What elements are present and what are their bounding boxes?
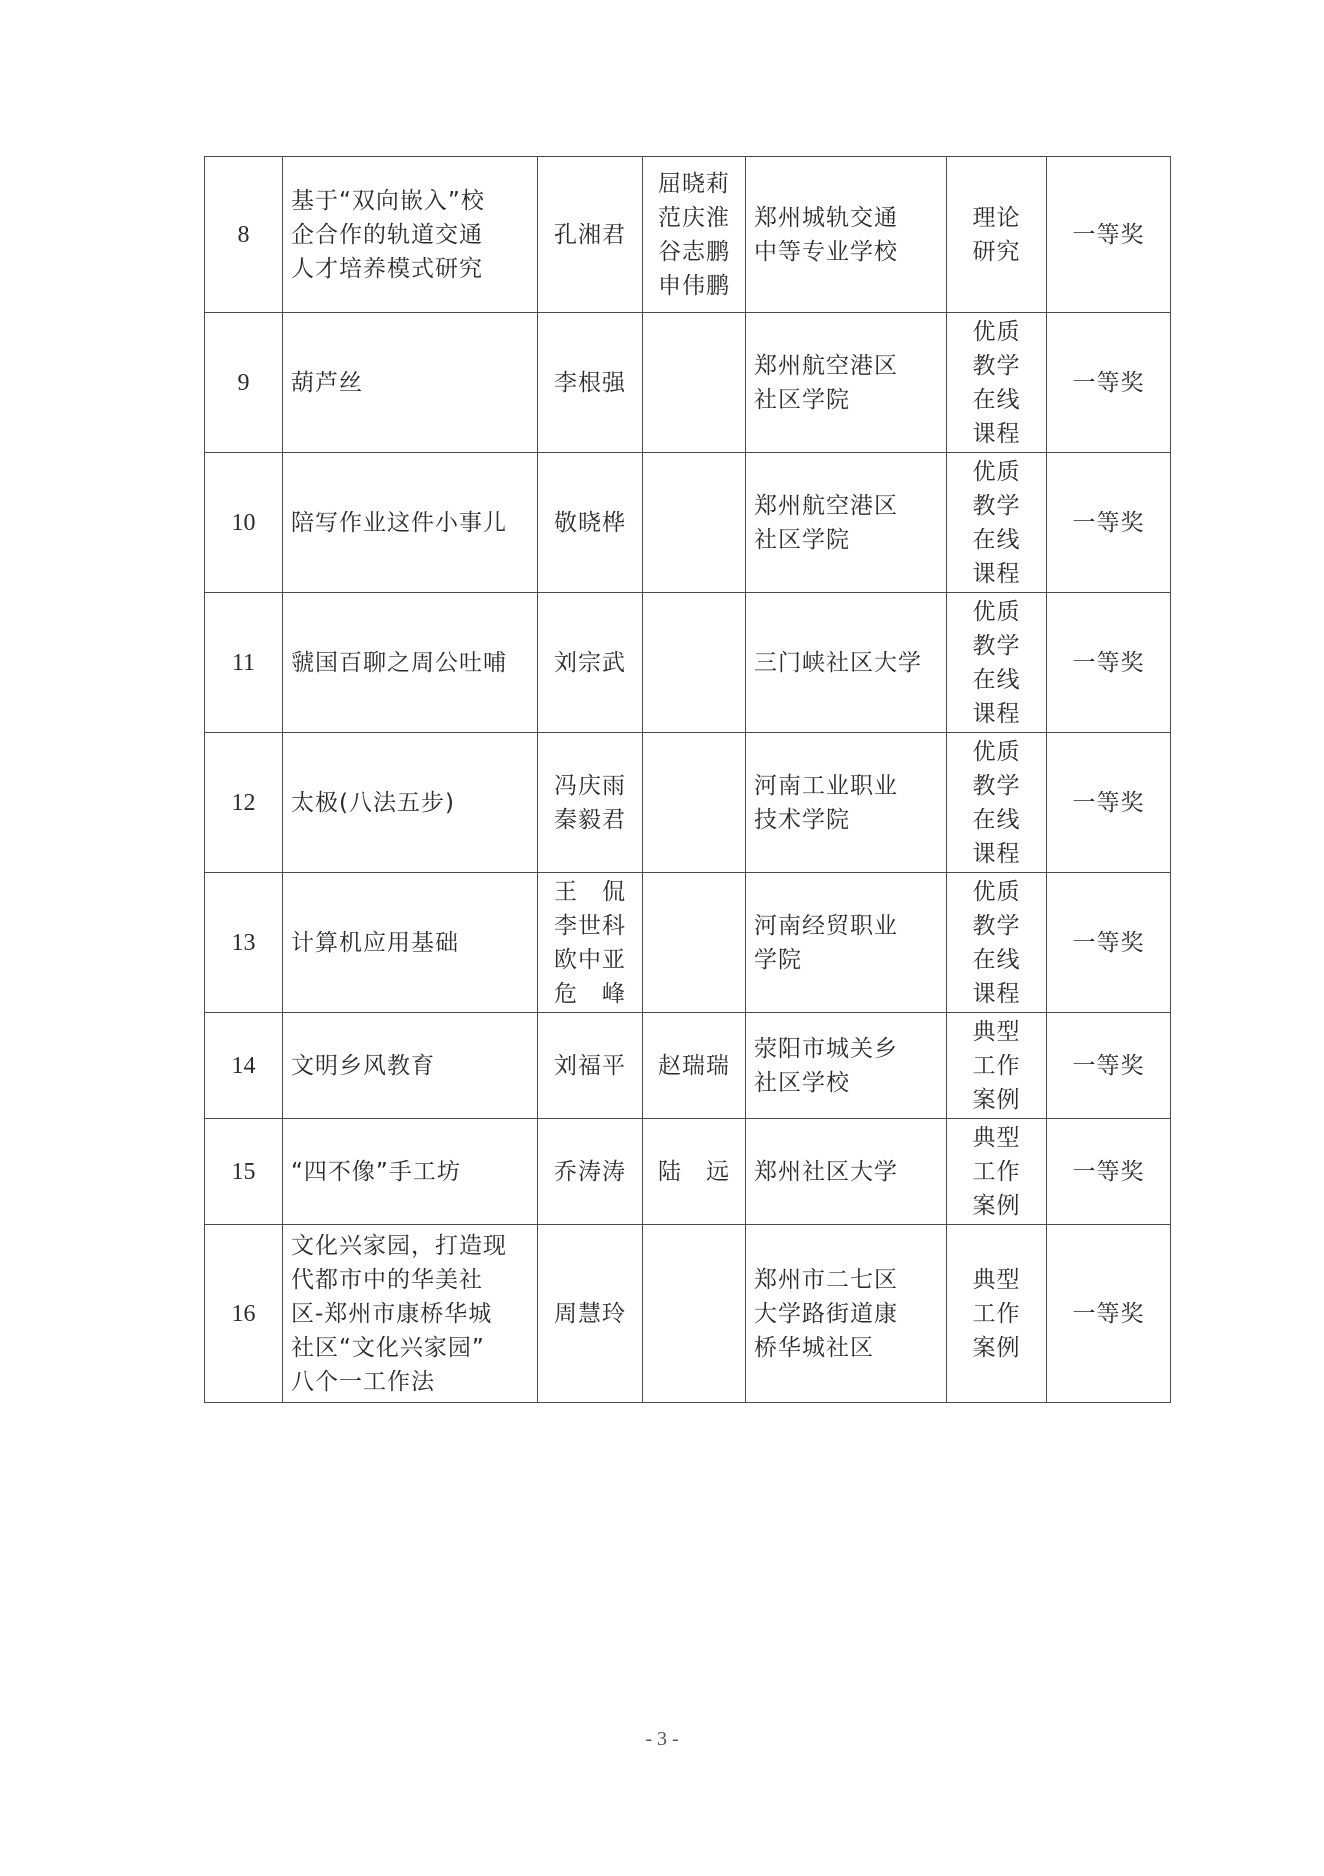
- submitting-unit: [746, 733, 947, 873]
- main-author: [538, 453, 643, 593]
- project-title-text: 文化兴家园，打造现 代都市中的华美社 区-郑州市康桥华城 社区“文化兴家园” 八个一工作法: [291, 1232, 507, 1395]
- submitting-unit-text: 郑州社区大学: [754, 1158, 898, 1185]
- main-author: [538, 1225, 643, 1403]
- table-row: [205, 593, 1171, 733]
- project-title: [283, 733, 538, 873]
- award-level: 一等奖: [1047, 453, 1171, 593]
- main-author-text: 冯庆雨 秦毅君: [554, 772, 626, 833]
- submitting-unit: [746, 313, 947, 453]
- co-authors-text: 陆 远: [658, 1158, 730, 1185]
- submitting-unit-text: 郑州市二七区 大学路街道康 桥华城社区: [754, 1266, 898, 1361]
- submitting-unit-text: 三门峡社区大学: [754, 649, 922, 676]
- entry-category-text: 典型 工作 案例: [972, 1018, 1021, 1113]
- entry-category: [947, 313, 1047, 453]
- co-authors: [643, 1225, 746, 1403]
- table-row: [205, 733, 1171, 873]
- row-number: 16: [205, 1225, 283, 1403]
- project-title-text: “四不像”手工坊: [291, 1158, 461, 1185]
- entry-category: [947, 593, 1047, 733]
- co-authors: [643, 1013, 746, 1119]
- award-level: 一等奖: [1047, 593, 1171, 733]
- project-title: [283, 1225, 538, 1403]
- entry-category-text: 优质 教学 在线 课程: [972, 318, 1021, 447]
- award-level: 一等奖: [1047, 313, 1171, 453]
- submitting-unit: [746, 1119, 947, 1225]
- row-number: 9: [205, 313, 283, 453]
- main-author-text: 敬晓桦: [554, 509, 626, 536]
- entry-category-text: 优质 教学 在线 课程: [972, 878, 1021, 1007]
- row-number: 15: [205, 1119, 283, 1225]
- submitting-unit-text: 河南工业职业 技术学院: [754, 772, 898, 833]
- entry-category: [947, 733, 1047, 873]
- entry-category-text: 优质 教学 在线 课程: [972, 458, 1021, 587]
- project-title: [283, 313, 538, 453]
- main-author: [538, 1013, 643, 1119]
- main-author: [538, 313, 643, 453]
- co-authors: [643, 733, 746, 873]
- entry-category: [947, 873, 1047, 1013]
- main-author-text: 孔湘君: [554, 221, 626, 248]
- submitting-unit: [746, 157, 947, 313]
- row-number: 8: [205, 157, 283, 313]
- submitting-unit-text: 河南经贸职业 学院: [754, 912, 898, 973]
- project-title-text: 陪写作业这件小事儿: [291, 509, 507, 536]
- table-row: [205, 313, 1171, 453]
- table-row: [205, 1013, 1171, 1119]
- submitting-unit-text: 荥阳市城关乡 社区学校: [754, 1035, 898, 1096]
- award-level: 一等奖: [1047, 733, 1171, 873]
- project-title-text: 虢国百聊之周公吐哺: [291, 649, 507, 676]
- project-title: [283, 1013, 538, 1119]
- main-author-text: 李根强: [554, 369, 626, 396]
- project-title-text: 基于“双向嵌入”校 企合作的轨道交通 人才培养模式研究: [291, 187, 485, 282]
- entry-category-text: 典型 工作 案例: [972, 1124, 1021, 1219]
- main-author: [538, 733, 643, 873]
- main-author-text: 周慧玲: [554, 1300, 626, 1327]
- main-author: [538, 1119, 643, 1225]
- main-author-text: 刘福平: [554, 1052, 626, 1079]
- project-title: [283, 873, 538, 1013]
- entry-category-text: 典型 工作 案例: [972, 1266, 1021, 1361]
- table-row: [205, 873, 1171, 1013]
- project-title-text: 葫芦丝: [291, 369, 363, 396]
- row-number: 12: [205, 733, 283, 873]
- entry-category-text: 优质 教学 在线 课程: [972, 738, 1021, 867]
- submitting-unit: [746, 1225, 947, 1403]
- row-number: 13: [205, 873, 283, 1013]
- main-author: [538, 873, 643, 1013]
- co-authors-text: 赵瑞瑞: [658, 1052, 730, 1079]
- entry-category: [947, 1013, 1047, 1119]
- awards-table-body: [205, 157, 1171, 1403]
- submitting-unit: [746, 873, 947, 1013]
- project-title: [283, 1119, 538, 1225]
- award-level: 一等奖: [1047, 873, 1171, 1013]
- award-level: 一等奖: [1047, 1119, 1171, 1225]
- row-number: 11: [205, 593, 283, 733]
- table-row: [205, 1225, 1171, 1403]
- entry-category: [947, 157, 1047, 313]
- project-title: [283, 593, 538, 733]
- submitting-unit-text: 郑州城轨交通 中等专业学校: [754, 204, 898, 265]
- entry-category: [947, 1225, 1047, 1403]
- project-title: [283, 157, 538, 313]
- co-authors-text: 屈晓莉 范庆淮 谷志鹏 申伟鹏: [658, 170, 730, 299]
- co-authors: [643, 873, 746, 1013]
- entry-category-text: 理论 研究: [972, 204, 1021, 265]
- award-level: 一等奖: [1047, 1225, 1171, 1403]
- project-title: [283, 453, 538, 593]
- row-number: 14: [205, 1013, 283, 1119]
- entry-category: [947, 453, 1047, 593]
- page-number: - 3 -: [645, 1728, 679, 1750]
- project-title-text: 太极(八法五步): [291, 789, 455, 816]
- co-authors: [643, 1119, 746, 1225]
- table-row: [205, 453, 1171, 593]
- award-level: 一等奖: [1047, 157, 1171, 313]
- project-title-text: 计算机应用基础: [291, 929, 459, 956]
- main-author: [538, 157, 643, 313]
- table-row: [205, 1119, 1171, 1225]
- main-author-text: 王 侃 李世科 欧中亚 危 峰: [554, 878, 626, 1007]
- submitting-unit: [746, 1013, 947, 1119]
- main-author: [538, 593, 643, 733]
- co-authors: [643, 453, 746, 593]
- row-number: 10: [205, 453, 283, 593]
- project-title-text: 文明乡风教育: [291, 1052, 435, 1079]
- submitting-unit: [746, 593, 947, 733]
- table-row: [205, 157, 1171, 313]
- co-authors: [643, 593, 746, 733]
- main-author-text: 刘宗武: [554, 649, 626, 676]
- submitting-unit-text: 郑州航空港区 社区学院: [754, 352, 898, 413]
- submitting-unit-text: 郑州航空港区 社区学院: [754, 492, 898, 553]
- entry-category: [947, 1119, 1047, 1225]
- co-authors: [643, 157, 746, 313]
- awards-table: [204, 156, 1171, 1403]
- submitting-unit: [746, 453, 947, 593]
- award-level: 一等奖: [1047, 1013, 1171, 1119]
- main-author-text: 乔涛涛: [554, 1158, 626, 1185]
- co-authors: [643, 313, 746, 453]
- entry-category-text: 优质 教学 在线 课程: [972, 598, 1021, 727]
